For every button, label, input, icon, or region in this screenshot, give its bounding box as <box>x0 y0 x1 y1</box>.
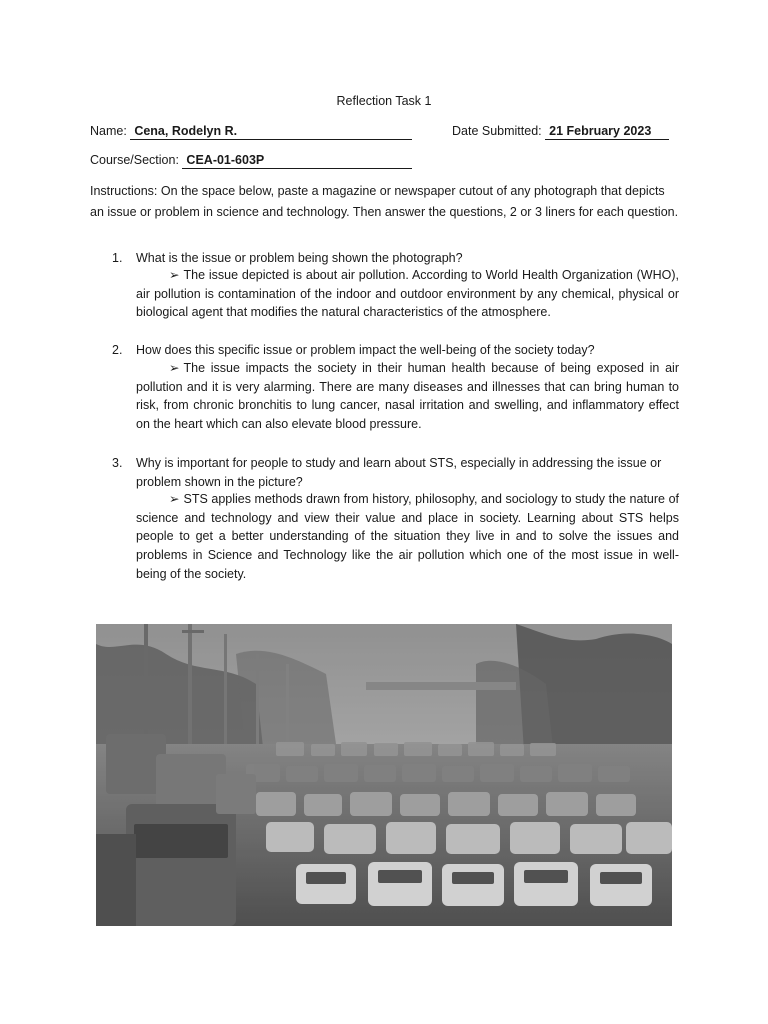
arrow-bullet-icon: ➢ <box>169 361 180 375</box>
question-1 <box>112 249 684 268</box>
name-row <box>90 124 412 140</box>
question-text: What is the issue or problem being shown the photograph? <box>136 251 463 265</box>
photo-icon <box>96 624 672 926</box>
question-3 <box>112 454 684 491</box>
instructions-text: Instructions: On the space below, paste a magazine or newspaper cutout of any photograph that depicts an issue or problem in science and technology. Then answer the questions, 2 or 3 liners for each question. <box>90 184 679 219</box>
course-field: CEA-01-603P <box>182 153 412 169</box>
question-2 <box>112 341 684 360</box>
answer-1 <box>136 266 679 322</box>
question-number: 2. <box>112 343 123 357</box>
question-number: 1. <box>112 251 123 265</box>
answer-3 <box>136 490 679 584</box>
smoggy-traffic-photo <box>96 624 672 926</box>
name-field: Cena, Rodelyn R. <box>130 124 412 140</box>
course-label: Course/Section: <box>90 153 179 167</box>
answer-text: STS applies methods drawn from history, philosophy, and sociology to study the nature of science and technology and view their value and place in society. Learning about STS helps people to get a better understanding of the situation they live in and to solve the issues and problems in Science and Technology like the air pollution which one of the most issue in well-being of the society. <box>136 492 679 581</box>
answer-text: The issue impacts the society in their human health because of being exposed in air pollution and it is very alarming. There are many diseases and illnesses that can bring human to risk, from chronic bronchitis to lung cancer, nasal irritation and swelling, and inflammatory effect on the heart which can also elevate blood pressure. <box>136 361 679 432</box>
answer-2 <box>136 359 679 434</box>
name-label: Name: <box>90 124 127 138</box>
date-field: 21 February 2023 <box>545 124 669 140</box>
answer-text: The issue depicted is about air pollution. According to World Health Organization (WHO), air pollution is contamination of the indoor and outdoor environment by any chemical, physical or biological agent that modifies the natural characteristics of the atmosphere. <box>136 268 679 320</box>
question-text: How does this specific issue or problem impact the well-being of the society today? <box>136 343 595 357</box>
date-row <box>452 124 669 140</box>
arrow-bullet-icon: ➢ <box>169 492 180 506</box>
arrow-bullet-icon: ➢ <box>169 268 180 282</box>
date-label: Date Submitted: <box>452 124 542 138</box>
document-title: Reflection Task 1 <box>336 94 432 108</box>
course-row <box>90 153 412 169</box>
question-number: 3. <box>112 456 123 470</box>
question-text: Why is important for people to study and learn about STS, especially in addressing the issue or problem shown in the picture? <box>136 456 662 489</box>
